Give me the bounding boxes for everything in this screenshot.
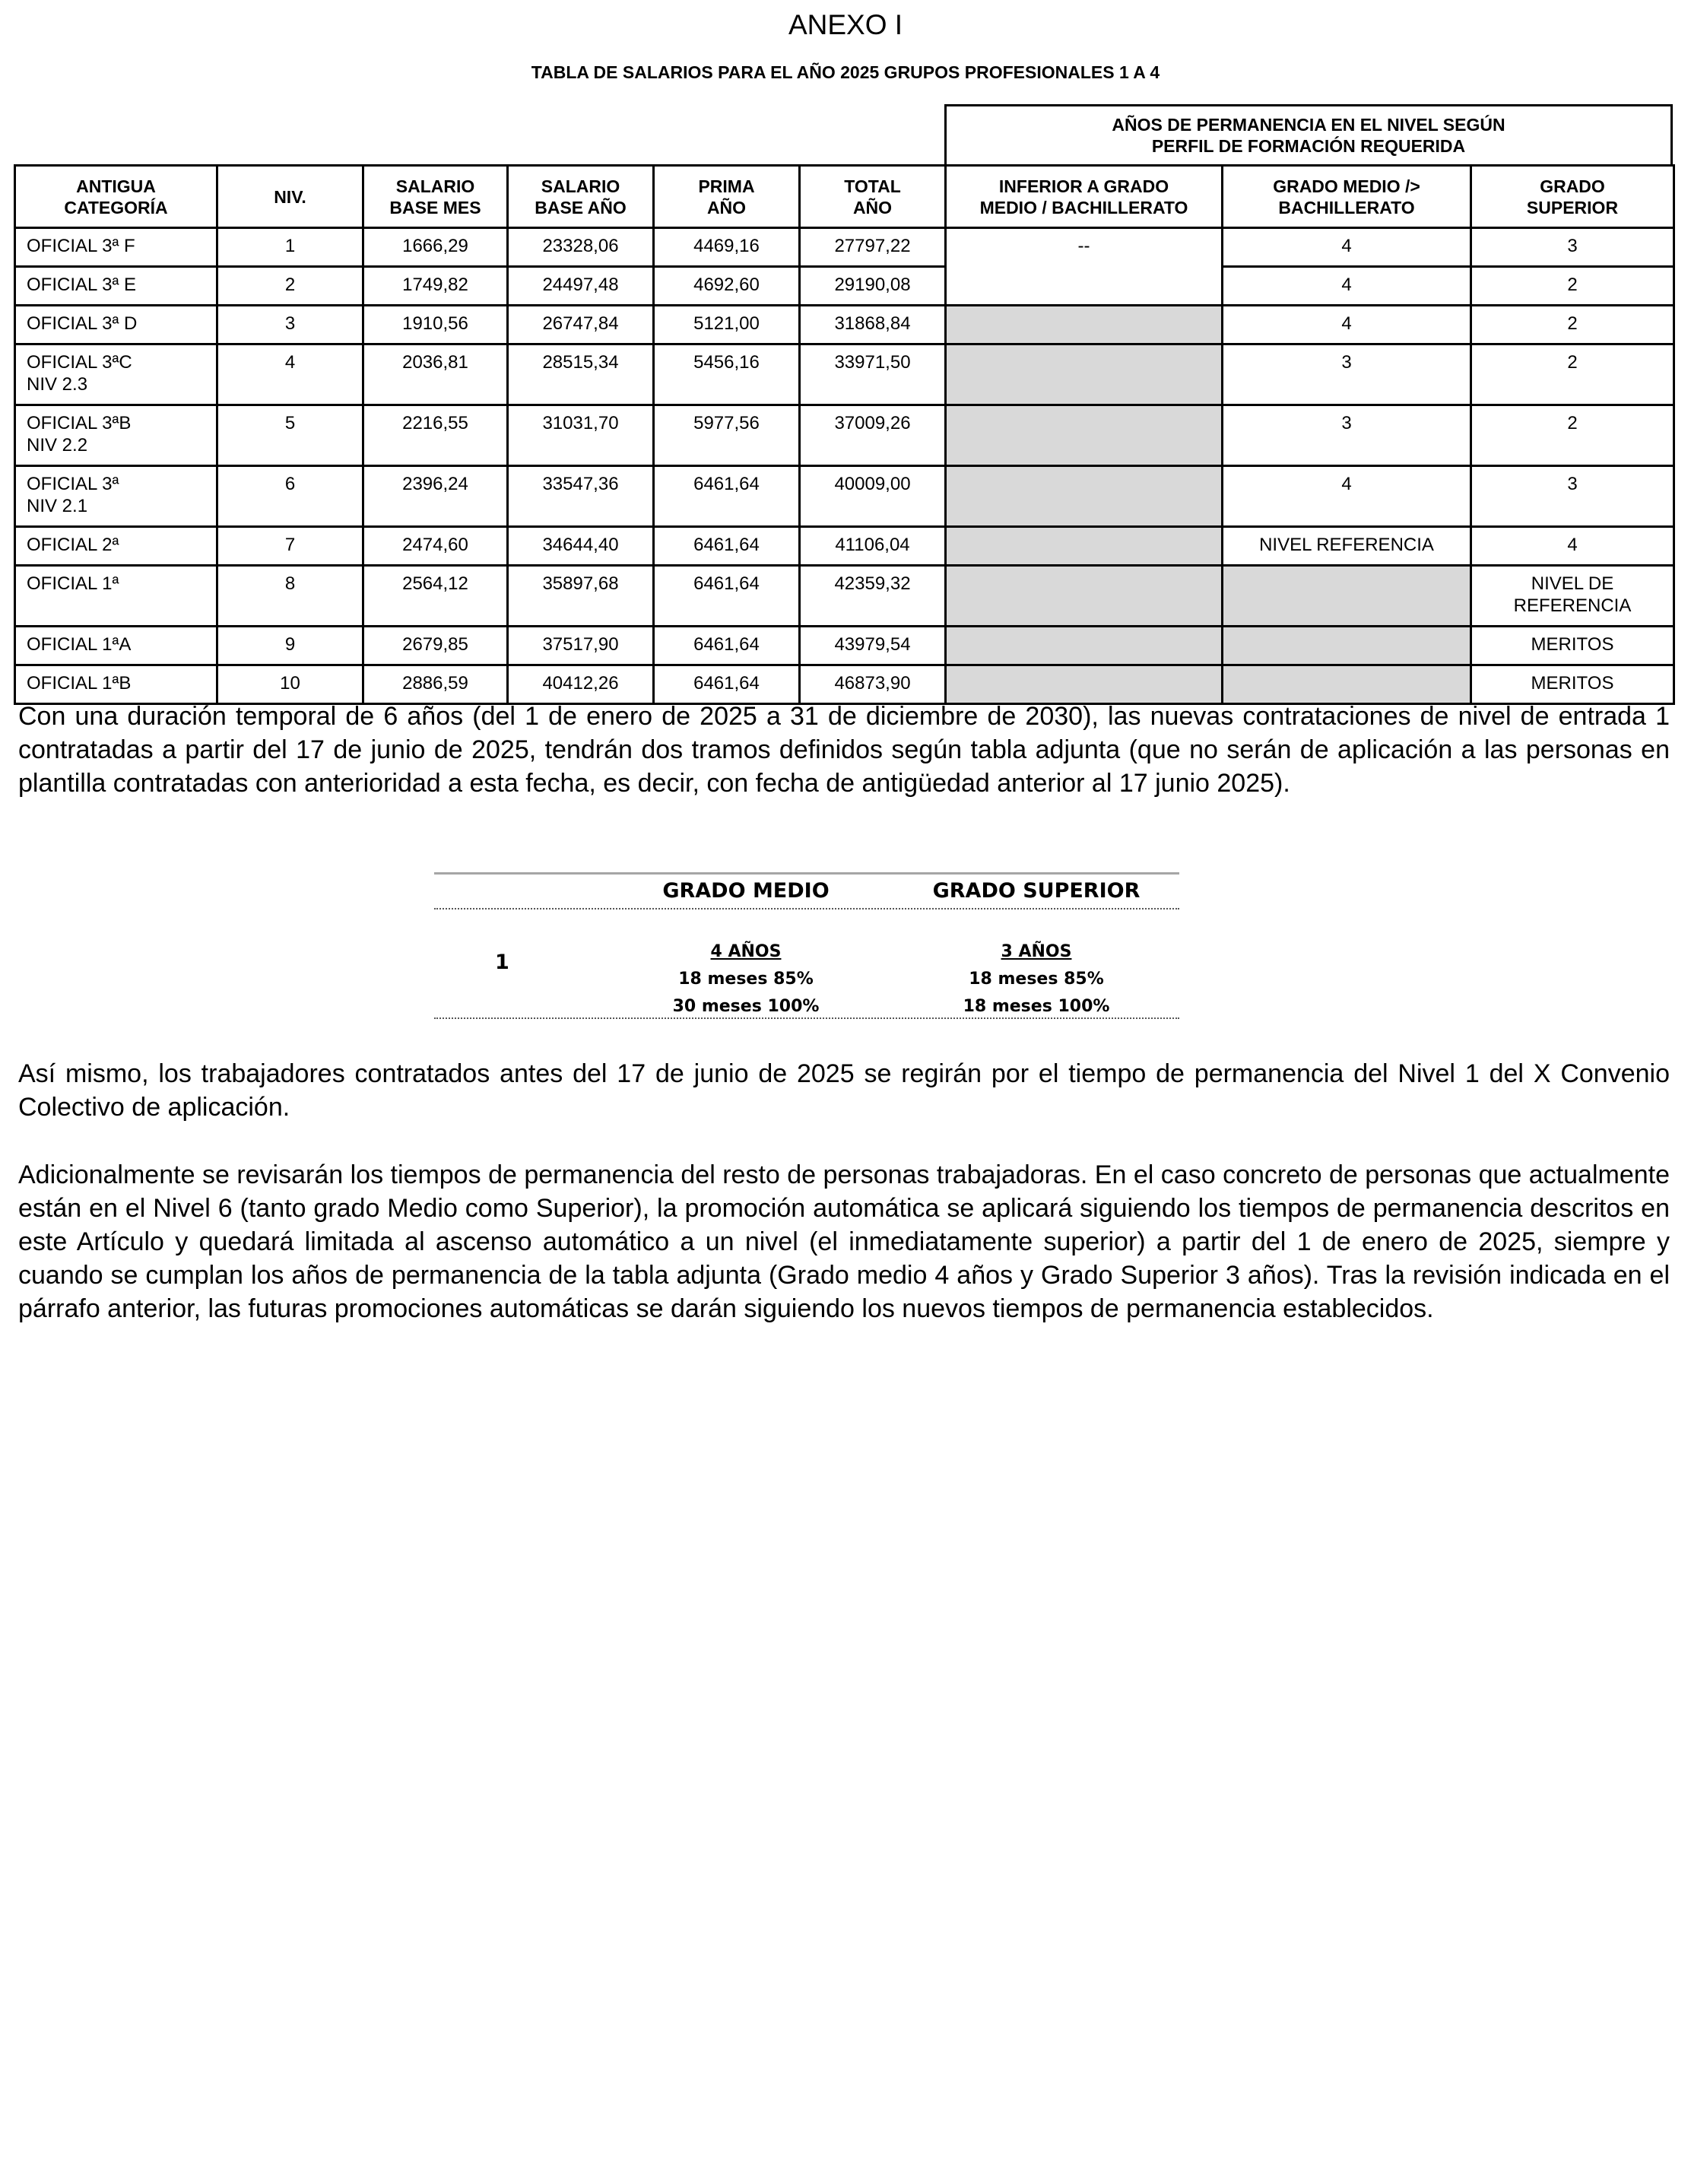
ano-cell (508, 228, 654, 267)
prima-cell (654, 665, 800, 704)
header-line: PRIMA (698, 176, 755, 196)
cell-text: 31868,84 (834, 313, 911, 334)
grado-medio-cell-shaded (1223, 566, 1471, 627)
group-header-line: PERFIL DE FORMACIÓN REQUERIDA (1151, 136, 1466, 156)
cell-text: 3 (1567, 474, 1578, 494)
inferior-cell-shaded (946, 405, 1223, 466)
years: 4 AÑOS (710, 942, 782, 961)
category-cell (15, 566, 217, 627)
cell-text: NIV 2.2 (27, 435, 88, 456)
cell-text: 40009,00 (834, 474, 911, 494)
column-header (1223, 166, 1471, 228)
cell-text: 2036,81 (402, 352, 468, 373)
grado-medio-cell (1223, 228, 1471, 267)
cell-text: 8 (284, 573, 296, 594)
cell-text: 35897,68 (542, 573, 619, 594)
header-line: SALARIO (395, 176, 475, 196)
cell-text: 5456,16 (693, 352, 760, 373)
cell-text: 6461,64 (693, 573, 760, 594)
header-line: NIV. (274, 186, 306, 207)
inferior-cell-shaded (946, 665, 1223, 704)
cell-text: 46873,90 (834, 673, 911, 694)
grado-superior-cell (1471, 527, 1674, 566)
cell-text: MERITOS (1531, 634, 1614, 655)
table-row (15, 527, 1674, 566)
inferior-cell-shaded (946, 466, 1223, 527)
grado-medio-cell (1223, 306, 1471, 344)
ano-cell (508, 665, 654, 704)
total-cell (800, 627, 946, 665)
grado-superior-cell (1471, 627, 1674, 665)
cell-text: 3 (1341, 413, 1352, 433)
grado-superior-cell (1471, 344, 1674, 405)
grado-medio-cell (1223, 405, 1471, 466)
header-line: MEDIO / BACHILLERATO (979, 197, 1188, 217)
cell-text: 6 (284, 474, 296, 494)
grado-superior-cell (1471, 267, 1674, 306)
paragraph-duration: Con una duración temporal de 6 años (del 1 de enero de 2025 a 31 de diciembre de 2030), las nuevas contrataciones de nivel de entrada 1 contratadas a partir del 17 de junio de 2025, tendrán dos tramos definidos según tabla adjunta (que no serán de aplicación a las personas en plantilla contratadas con anterioridad a esta fecha, es decir, con fecha de antigüedad anterior al 17 junio 2025). (18, 702, 1670, 798)
cell-text: 2564,12 (402, 573, 468, 594)
cell-text: 2679,85 (402, 634, 468, 655)
prima-cell (654, 466, 800, 527)
total-cell (800, 566, 946, 627)
cell-text: 1666,29 (402, 236, 468, 256)
niv-cell (217, 306, 363, 344)
grado-medio-cell (609, 938, 883, 1021)
inferior-cell-shaded (946, 344, 1223, 405)
prima-cell (654, 527, 800, 566)
mes-cell (363, 627, 508, 665)
niv-cell (217, 405, 363, 466)
ano-cell (508, 627, 654, 665)
mes-cell (363, 466, 508, 527)
cell-text: OFICIAL 1ª (27, 573, 119, 594)
total-cell (800, 306, 946, 344)
cell-text: OFICIAL 3ªB (27, 413, 132, 433)
table-row (15, 267, 1674, 306)
ano-cell (508, 267, 654, 306)
cell-text: 4 (1341, 275, 1352, 295)
col-grado-superior: GRADO SUPERIOR (932, 879, 1141, 903)
category-cell (15, 405, 217, 466)
header-line: GRADO MEDIO /> (1273, 176, 1420, 196)
grado-medio-cell (1223, 466, 1471, 527)
years: 3 AÑOS (1001, 942, 1072, 961)
tramo: 30 meses 100% (672, 997, 820, 1016)
cell-text: 43979,54 (834, 634, 911, 655)
total-cell (800, 267, 946, 306)
table-row (15, 405, 1674, 466)
grado-superior-cell (1471, 466, 1674, 527)
cell-text: 3 (284, 313, 296, 334)
cell-text: NIV 2.3 (27, 374, 88, 395)
prima-cell (654, 405, 800, 466)
cell-text: 2 (1567, 352, 1578, 373)
cell-text: 2 (1567, 275, 1578, 295)
ano-cell (508, 527, 654, 566)
category-cell (15, 306, 217, 344)
header-line: INFERIOR A GRADO (998, 176, 1169, 196)
cell-text: NIV 2.1 (27, 496, 88, 516)
cell-text: 5 (284, 413, 296, 433)
cell-text: 31031,70 (542, 413, 619, 433)
prima-cell (654, 627, 800, 665)
cell-text: 27797,22 (834, 236, 911, 256)
header-line: BASE MES (389, 197, 481, 217)
divider (434, 1017, 1179, 1019)
column-header (363, 166, 508, 228)
mes-cell (363, 228, 508, 267)
cell-text: 1910,56 (402, 313, 468, 334)
inferior-cell-shaded (946, 306, 1223, 344)
niv-cell (217, 566, 363, 627)
cell-text: 23328,06 (542, 236, 619, 256)
total-cell (800, 344, 946, 405)
cell-text: 4692,60 (693, 275, 760, 295)
header-line: AÑO (706, 197, 747, 217)
grado-medio-cell (1223, 344, 1471, 405)
grado-superior-cell (899, 938, 1173, 1021)
cell-text: 33547,36 (542, 474, 619, 494)
cell-text: 10 (280, 673, 300, 694)
tramo: 18 meses 85% (678, 970, 814, 989)
salary-table (14, 164, 1675, 705)
cell-text: 26747,84 (542, 313, 619, 334)
cell-text: -- (1077, 236, 1090, 256)
inferior-cell-shaded (946, 627, 1223, 665)
column-header (800, 166, 946, 228)
cell-text: 7 (284, 535, 296, 555)
header-line: SUPERIOR (1526, 197, 1619, 217)
table-subtitle: TABLA DE SALARIOS PARA EL AÑO 2025 GRUPOS PROFESIONALES 1 A 4 (531, 62, 1160, 82)
paragraph-review: Adicionalmente se revisarán los tiempos de permanencia del resto de personas trabajadoras. En el caso concreto de personas que actualmente están en el Nivel 6 (tanto grado Medio como Superior), la promoción automática se aplicará siguiendo los tiempos de permanencia descritos en este Artículo y quedará limitada al ascenso automático a un nivel (el inmediatamente superior) a partir del 1 de enero de 2025, siempre y cuando se cumplan los años de permanencia de la tabla adjunta (Grado medio 4 años y Grado Superior 3 años). Tras la revisión indicada en el párrafo anterior, las futuras promociones automáticas se darán siguiendo los nuevos tiempos de permanencia establecidos. (18, 1160, 1670, 1323)
mes-cell (363, 665, 508, 704)
category-cell (15, 344, 217, 405)
grado-superior-cell (1471, 566, 1674, 627)
table-row (15, 306, 1674, 344)
tramo: 18 meses 85% (969, 970, 1104, 989)
cell-text: 42359,32 (834, 573, 911, 594)
mes-cell (363, 344, 508, 405)
cell-text: 37517,90 (542, 634, 619, 655)
level-number: 1 (495, 951, 509, 974)
cell-text: 34644,40 (542, 535, 619, 555)
cell-text: 4 (1341, 236, 1352, 256)
header-line: GRADO (1540, 176, 1605, 196)
total-cell (800, 466, 946, 527)
header-line: AÑO (852, 197, 893, 217)
inferior-cell-shaded (946, 527, 1223, 566)
col-grado-medio: GRADO MEDIO (662, 879, 830, 903)
niv-cell (217, 344, 363, 405)
cell-text: 37009,26 (834, 413, 911, 433)
header-line: BASE AÑO (535, 197, 627, 217)
cell-text: OFICIAL 3ª D (27, 313, 138, 334)
prima-cell (654, 344, 800, 405)
category-cell (15, 627, 217, 665)
grado-superior-cell (1471, 306, 1674, 344)
document-title: ANEXO I (788, 9, 903, 40)
cell-text: 5121,00 (693, 313, 760, 334)
cell-text: 2474,60 (402, 535, 468, 555)
cell-text: 2 (1567, 313, 1578, 334)
paragraph-prior-contracts: Así mismo, los trabajadores contratados antes del 17 de junio de 2025 se regirán por el tiempo de permanencia del Nivel 1 del X Convenio Colectivo de aplicación. (18, 1059, 1670, 1122)
ano-cell (508, 405, 654, 466)
cell-text: OFICIAL 3ªC (27, 352, 132, 373)
niv-cell (217, 228, 363, 267)
cell-text: 4 (1341, 474, 1352, 494)
total-cell (800, 405, 946, 466)
cell-text: OFICIAL 3ª (27, 474, 119, 494)
table-row (15, 344, 1674, 405)
grado-medio-cell-shaded (1223, 627, 1471, 665)
column-header (1471, 166, 1674, 228)
category-cell (15, 267, 217, 306)
group-header-line: AÑOS DE PERMANENCIA EN EL NIVEL SEGÚN (1112, 115, 1505, 135)
cell-text: 28515,34 (542, 352, 619, 373)
grado-medio-cell (1223, 527, 1471, 566)
cell-text: 24497,48 (542, 275, 619, 295)
cell-text: OFICIAL 3ª F (27, 236, 135, 256)
cell-text: 29190,08 (834, 275, 911, 295)
cell-text: 4 (284, 352, 296, 373)
ano-cell (508, 344, 654, 405)
niv-cell (217, 267, 363, 306)
permanence-group-header (944, 104, 1673, 164)
header-line: ANTIGUA (76, 176, 156, 196)
inferior-cell (946, 228, 1223, 306)
table-row (15, 228, 1674, 267)
header-line: BACHILLERATO (1278, 197, 1415, 217)
total-cell (800, 665, 946, 704)
grado-superior-cell (1471, 228, 1674, 267)
cell-text: 4 (1341, 313, 1352, 334)
cell-text: NIVEL DE (1531, 573, 1614, 594)
category-cell (15, 466, 217, 527)
prima-cell (654, 566, 800, 627)
cell-text: 33971,50 (834, 352, 911, 373)
mes-cell (363, 306, 508, 344)
entry-level-table (434, 872, 1179, 1021)
cell-text: 6461,64 (693, 474, 760, 494)
grado-superior-cell (1471, 665, 1674, 704)
column-header (15, 166, 217, 228)
column-header (508, 166, 654, 228)
cell-text: 4 (1567, 535, 1578, 555)
divider (434, 908, 1179, 909)
cell-text: 2886,59 (402, 673, 468, 694)
ano-cell (508, 306, 654, 344)
tramo: 18 meses 100% (963, 997, 1110, 1016)
cell-text: 41106,04 (835, 535, 910, 555)
cell-text: 2 (1567, 413, 1578, 433)
cell-text: 40412,26 (542, 673, 619, 694)
grado-superior-cell (1471, 405, 1674, 466)
cell-text: 2396,24 (402, 474, 468, 494)
grado-medio-cell-shaded (1223, 665, 1471, 704)
cell-text: MERITOS (1531, 673, 1614, 694)
cell-text: OFICIAL 2ª (27, 535, 119, 555)
cell-text: 1 (284, 236, 296, 256)
cell-text: 6461,64 (693, 634, 760, 655)
cell-text: 2 (284, 275, 296, 295)
cell-text: 2216,55 (402, 413, 468, 433)
column-header (217, 166, 363, 228)
ano-cell (508, 466, 654, 527)
prima-cell (654, 267, 800, 306)
cell-text: OFICIAL 3ª E (27, 275, 137, 295)
prima-cell (654, 306, 800, 344)
cell-text: REFERENCIA (1513, 595, 1632, 616)
total-cell (800, 527, 946, 566)
mes-cell (363, 267, 508, 306)
cell-text: NIVEL REFERENCIA (1259, 535, 1434, 555)
ano-cell (508, 566, 654, 627)
cell-text: OFICIAL 1ªA (27, 634, 132, 655)
grado-medio-cell (1223, 267, 1471, 306)
category-cell (15, 228, 217, 267)
table-row (15, 627, 1674, 665)
column-header (946, 166, 1223, 228)
mes-cell (363, 405, 508, 466)
cell-text: 3 (1341, 352, 1352, 373)
cell-text: 1749,82 (402, 275, 468, 295)
header-line: CATEGORÍA (64, 197, 168, 217)
cell-text: 5977,56 (693, 413, 760, 433)
cell-text: 3 (1567, 236, 1578, 256)
mes-cell (363, 566, 508, 627)
niv-cell (217, 466, 363, 527)
prima-cell (654, 228, 800, 267)
niv-cell (217, 627, 363, 665)
mes-cell (363, 527, 508, 566)
category-cell (15, 527, 217, 566)
inferior-cell-shaded (946, 566, 1223, 627)
header-line: TOTAL (844, 176, 901, 196)
header-line: SALARIO (541, 176, 620, 196)
column-header (654, 166, 800, 228)
cell-text: OFICIAL 1ªB (27, 673, 132, 694)
table-row (15, 665, 1674, 704)
category-cell (15, 665, 217, 704)
cell-text: 6461,64 (693, 535, 760, 555)
total-cell (800, 228, 946, 267)
table-row (15, 466, 1674, 527)
cell-text: 4469,16 (693, 236, 760, 256)
cell-text: 9 (284, 634, 296, 655)
table-row (15, 566, 1674, 627)
cell-text: 6461,64 (693, 673, 760, 694)
niv-cell (217, 665, 363, 704)
niv-cell (217, 527, 363, 566)
